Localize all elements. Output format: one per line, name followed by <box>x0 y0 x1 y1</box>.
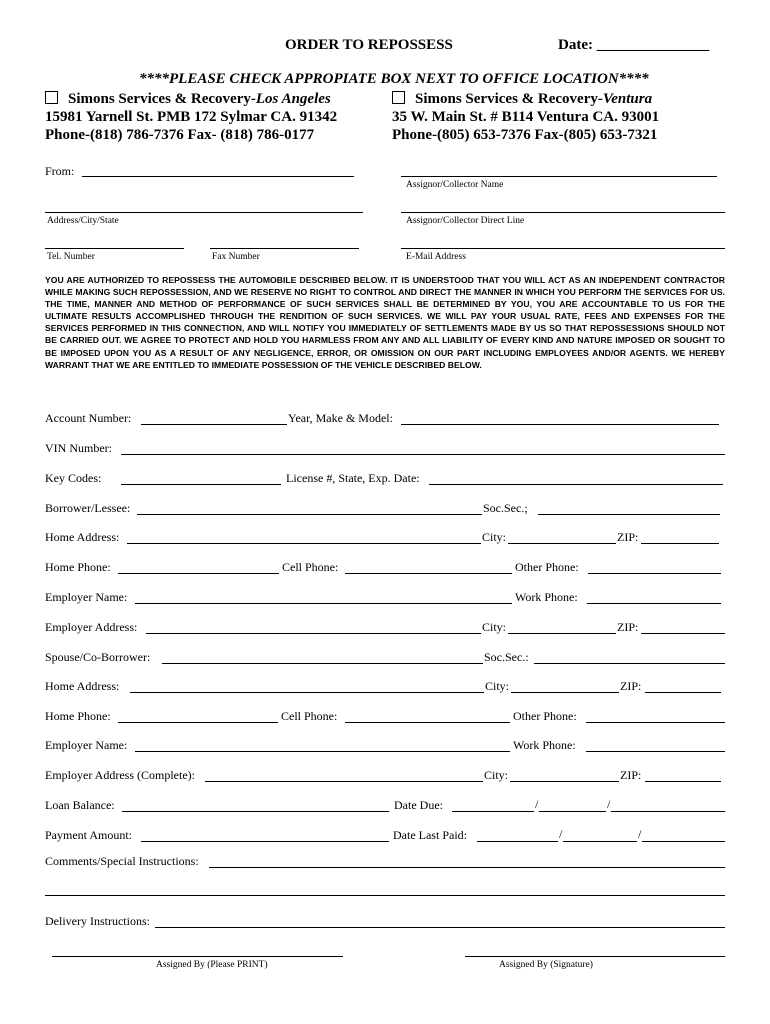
key-codes-label: Key Codes: <box>45 471 102 485</box>
city-label: City: <box>482 530 507 544</box>
cell-phone-label: Cell Phone: <box>282 560 339 574</box>
zip-label: ZIP: <box>620 768 642 782</box>
date-due-label: Date Due: <box>394 798 443 812</box>
other-phone-2-label: Other Phone: <box>513 709 577 723</box>
office-la-phone: Phone-(818) 786-7376 Fax- (818) 786-0177 <box>45 127 315 143</box>
home-phone-label: Home Phone: <box>45 560 111 574</box>
license-label: License #, State, Exp. Date: <box>286 471 420 485</box>
spouse-label: Spouse/Co-Borrower: <box>45 650 151 664</box>
office-la-name: Simons Services & Recovery- <box>68 91 256 107</box>
soc-sec-2-input[interactable] <box>534 663 725 664</box>
home-phone-input[interactable] <box>118 573 279 574</box>
date-last-paid-label: Date Last Paid: <box>393 828 467 842</box>
account-number-label: Account Number: <box>45 411 132 425</box>
email-address-caption: E-Mail Address <box>406 252 466 262</box>
date-last-paid-slash-1: / <box>559 827 563 841</box>
home-phone-2-label: Home Phone: <box>45 709 111 723</box>
date-due-slash-1: / <box>535 797 539 811</box>
vin-number-label: VIN Number: <box>45 441 112 455</box>
zip-input[interactable] <box>645 781 721 782</box>
cell-phone-2-input[interactable] <box>345 722 510 723</box>
employer-name-2-label: Employer Name: <box>45 738 128 752</box>
delivery-input[interactable] <box>155 927 725 928</box>
employer-name-2-input[interactable] <box>135 751 510 752</box>
home-phone-2-input[interactable] <box>118 722 278 723</box>
date-field[interactable]: Date: _______________ <box>558 37 710 53</box>
home-address-label: Home Address: <box>45 530 120 544</box>
fax-number-caption: Fax Number <box>212 252 260 262</box>
account-number-input[interactable] <box>141 424 287 425</box>
payment-amount-label: Payment Amount: <box>45 828 132 842</box>
employer-address-complete-label: Employer Address (Complete): <box>45 768 195 782</box>
work-phone-2-label: Work Phone: <box>513 738 576 752</box>
authorization-text: YOU ARE AUTHORIZED TO REPOSSESS THE AUTOMOBILE DESCRIBED BELOW. IT IS UNDERSTOOD THAT YOU WILL ACT AS AN INDEPENDENT CONTRACTOR WHILE MAKING SUCH REPOSSESSION, AND WE RESERVE NO RIGHT TO CONTROL AND DIRECT THE MANNER IN WHICH YOU PERFORM THE SERVICES FOR US. THE TIME, MANNER AND METHOD OF PERFORMANCE OF SUCH SERVICES SHALL BE DETERMINED BY YOU, YOU ARE ACCOUNTABLE TO US FOR THE ULTIMATE RESULTS ACCOMPLISHED THROUGH THE RENDITION OF SUCH SERVICES. WE WILL PAY YOUR USUAL RATE, FEES AND EXPENSES FOR THE SERVICES PERFORMED IN THIS CONNECTION, AND WILL NOTIFY YOU IMMEDIATELY OF SETTLEMENTS MADE BY US SO THAT REPOSSESSIONS SHOULD NOT BE CARRIED OUT. WE AGREE TO PROTECT AND HOLD YOU HARMLESS FROM ANY AND ALL LIABILITY OF EVERY KIND AND NATURE IMPOSED OR SOUGHT TO BE IMPOSED UPON YOU AS A RESULT OF ANY NEGLIGENCE, ERROR, OR OMISSION ON OUR PART INCLUDING EMPLOYEES AND/OR AGENTS. WE HEREBY WARRANT THAT WE ARE ENTITLED TO IMMEDIATE POSSESSION OF THE VEHICLE DESCRIBED BELOW. <box>45 275 725 370</box>
collector-direct-line-line[interactable] <box>401 212 725 213</box>
borrower-label: Borrower/Lessee: <box>45 501 131 515</box>
delivery-label: Delivery Instructions: <box>45 914 150 928</box>
fax-number-line[interactable] <box>210 248 359 249</box>
zip-label: ZIP: <box>617 620 639 634</box>
city-input[interactable] <box>508 633 616 634</box>
spouse-input[interactable] <box>162 663 483 664</box>
address-city-state-caption: Address/City/State <box>47 216 119 226</box>
zip-input[interactable] <box>645 692 721 693</box>
check-instruction: ****PLEASE CHECK APPROPIATE BOX NEXT TO OFFICE LOCATION**** <box>139 71 649 87</box>
email-address-line[interactable] <box>401 248 725 249</box>
office-ventura-phone: Phone-(805) 653-7376 Fax-(805) 653-7321 <box>392 127 658 143</box>
office-ventura-city: Ventura <box>602 91 653 107</box>
zip-label: ZIP: <box>617 530 639 544</box>
soc-sec-2-label: Soc.Sec.: <box>484 650 529 664</box>
from-label: From: <box>45 164 75 178</box>
office-ventura-option[interactable] <box>392 91 652 108</box>
home-address-input[interactable] <box>127 543 481 544</box>
employer-address-input[interactable] <box>146 633 481 634</box>
date-last-paid-slash-2: / <box>638 827 642 841</box>
year-make-model-label: Year, Make & Model: <box>288 411 393 425</box>
employer-address-label: Employer Address: <box>45 620 138 634</box>
office-la-address: 15981 Yarnell St. PMB 172 Sylmar CA. 91342 <box>45 109 338 125</box>
borrower-input[interactable] <box>137 514 482 515</box>
address-city-state-line[interactable] <box>45 212 363 213</box>
city-input[interactable] <box>511 692 619 693</box>
tel-number-caption: Tel. Number <box>47 252 95 262</box>
office-la-city: Los Angeles <box>255 91 331 107</box>
collector-direct-line-caption: Assignor/Collector Direct Line <box>406 216 525 226</box>
zip-input[interactable] <box>641 633 725 634</box>
employer-name-label: Employer Name: <box>45 590 128 604</box>
city-label: City: <box>482 620 507 634</box>
other-phone-input[interactable] <box>588 573 721 574</box>
home-address-2-label: Home Address: <box>45 679 120 693</box>
city-input[interactable] <box>510 781 619 782</box>
collector-name-caption: Assignor/Collector Name <box>406 180 504 190</box>
page-title: ORDER TO REPOSSESS <box>285 37 453 53</box>
employer-address-complete-input[interactable] <box>205 781 483 782</box>
assigned-signature-line[interactable] <box>465 956 725 957</box>
zip-label: ZIP: <box>620 679 642 693</box>
office-la-checkbox[interactable] <box>45 91 58 104</box>
date-due-slash-2: / <box>607 797 611 811</box>
comments-extra-line[interactable] <box>45 895 725 896</box>
work-phone-2-input[interactable] <box>586 751 725 752</box>
loan-balance-label: Loan Balance: <box>45 798 115 812</box>
work-phone-label: Work Phone: <box>515 590 578 604</box>
comments-label: Comments/Special Instructions: <box>45 854 199 868</box>
cell-phone-2-label: Cell Phone: <box>281 709 338 723</box>
other-phone-2-input[interactable] <box>586 722 725 723</box>
zip-input[interactable] <box>641 543 719 544</box>
cell-phone-input[interactable] <box>345 573 512 574</box>
other-phone-label: Other Phone: <box>515 560 579 574</box>
soc-sec-input[interactable] <box>538 514 720 515</box>
comments-input[interactable] <box>209 867 725 868</box>
payment-amount-input[interactable] <box>141 841 389 842</box>
work-phone-input[interactable] <box>587 603 721 604</box>
tel-number-line[interactable] <box>45 248 184 249</box>
assigned-signature-caption: Assigned By (Signature) <box>499 960 593 970</box>
soc-sec-label: Soc.Sec.; <box>483 501 528 515</box>
year-make-model-input[interactable] <box>401 424 719 425</box>
employer-name-input[interactable] <box>135 603 512 604</box>
office-ventura-checkbox[interactable] <box>392 91 405 104</box>
city-label: City: <box>485 679 510 693</box>
city-input[interactable] <box>508 543 616 544</box>
from-input-line[interactable] <box>82 176 354 177</box>
key-codes-input[interactable] <box>121 484 281 485</box>
city-label: City: <box>484 768 509 782</box>
date-due-input[interactable] <box>452 811 725 812</box>
assigned-print-line[interactable] <box>52 956 343 957</box>
office-ventura-name: Simons Services & Recovery- <box>415 91 603 107</box>
loan-balance-input[interactable] <box>122 811 389 812</box>
office-la-option[interactable] <box>45 91 331 108</box>
home-address-2-input[interactable] <box>130 692 484 693</box>
office-ventura-address: 35 W. Main St. # B114 Ventura CA. 93001 <box>392 109 660 125</box>
date-last-paid-input[interactable] <box>477 841 725 842</box>
assigned-print-caption: Assigned By (Please PRINT) <box>156 960 268 970</box>
collector-name-line[interactable] <box>401 176 717 177</box>
vin-number-input[interactable] <box>121 454 725 455</box>
license-input[interactable] <box>429 484 723 485</box>
